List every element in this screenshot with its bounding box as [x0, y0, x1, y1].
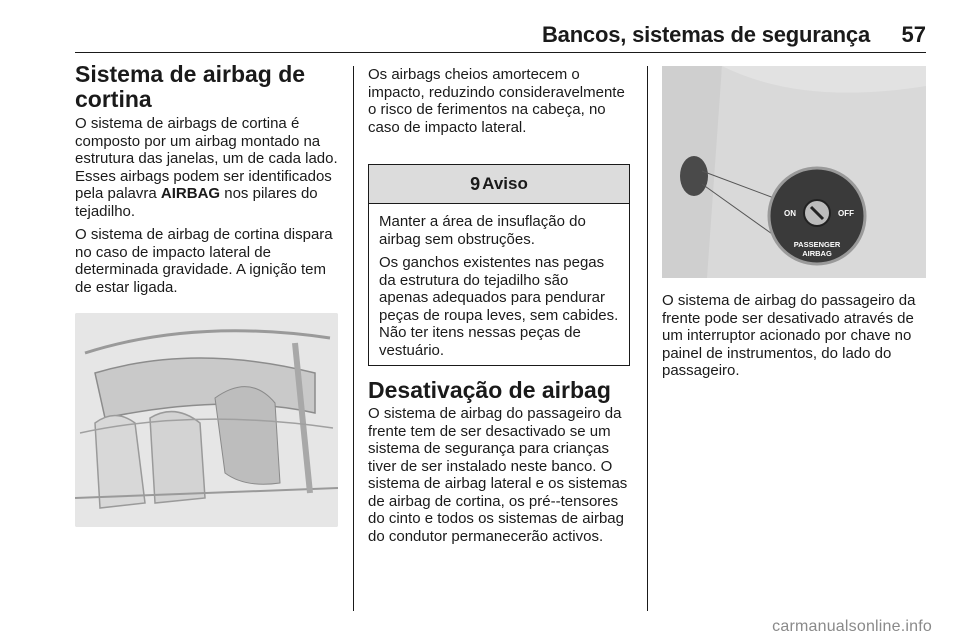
airbag-deactivation-heading: Desativação de airbag — [368, 377, 611, 403]
airbag-deactivation-paragraph: O sistema de airbag do passageiro da frente tem de ser desactivado se um sistema de segurança para crianças tiver de ser instalado neste banco. O sistema de airbag lateral e os sistemas de airbag de cortina, os pré--tensores do cinto e todos os sistemas de airbag do condutor permanecerão activos. — [368, 405, 628, 545]
switch-airbag-label: AIRBAG — [802, 249, 832, 258]
switch-caption: O sistema de airbag do passageiro da frente pode ser desativado através de um interruptor acionado por chave no painel de instrumentos, do lado do passageiro. — [662, 292, 916, 379]
paragraph-1-text-end: nos pilares do tejadilho. — [75, 185, 318, 220]
airbag-cushion — [215, 387, 280, 485]
warning-title: Aviso — [482, 174, 528, 193]
middle-column-top — [368, 66, 633, 136]
rear-seat — [150, 412, 205, 503]
airbag-switch-drawing — [662, 66, 926, 278]
left-column — [75, 62, 340, 296]
curtain-airbag-illustration — [75, 313, 338, 527]
car-interior-drawing — [75, 313, 338, 527]
warning-header — [369, 165, 629, 204]
column-divider-2 — [647, 66, 648, 611]
footer-watermark: carmanualsonline.info — [772, 618, 932, 635]
warning-box — [368, 164, 630, 366]
page-header-title: Bancos, sistemas de segurança — [541, 22, 870, 47]
warning-body — [369, 204, 629, 359]
switch-location-knob — [680, 156, 708, 196]
header-rule — [75, 52, 926, 53]
airbag-cushioning-paragraph: Os airbags cheios amortecem o impacto, reduzindo consideravelmente o risco de ferimentos na cabeça, no caso de impacto lateral. — [368, 66, 625, 136]
airbag-keyword: AIRBAG — [160, 185, 221, 202]
curtain-airbag-heading: Sistema de airbag de cortina — [75, 61, 306, 112]
switch-off-label: OFF — [838, 209, 854, 218]
middle-column-bottom — [368, 378, 636, 545]
column-divider-1 — [353, 66, 354, 611]
switch-passenger-label: PASSENGER — [793, 240, 841, 249]
warning-text-2: Os ganchos existentes nas pegas da estrutura do tejadilho são apenas adequados para pendurar peças de roupa leves, sem cabides. Não ter itens nessas peças de vestuário. — [379, 254, 619, 359]
curtain-airbag-paragraph-1 — [75, 115, 340, 220]
page-number: 57 — [901, 22, 926, 47]
warning-text-1: Manter a área de insuflação do airbag sem obstruções. — [379, 213, 586, 248]
warning-triangle-icon: 9 — [470, 173, 481, 194]
passenger-airbag-switch-photo — [662, 66, 926, 278]
paragraph-1-text-start: O sistema de airbags de cortina é composto por um airbag montado na estrutura das janelas, um de cada lado. Esses airbags podem ser identificados pela palavra — [75, 115, 338, 202]
curtain-airbag-paragraph-2: O sistema de airbag de cortina dispara no caso de impacto lateral de determinada gravidade. A ignição tem de estar ligada. — [75, 226, 333, 296]
switch-on-label: ON — [784, 209, 796, 218]
